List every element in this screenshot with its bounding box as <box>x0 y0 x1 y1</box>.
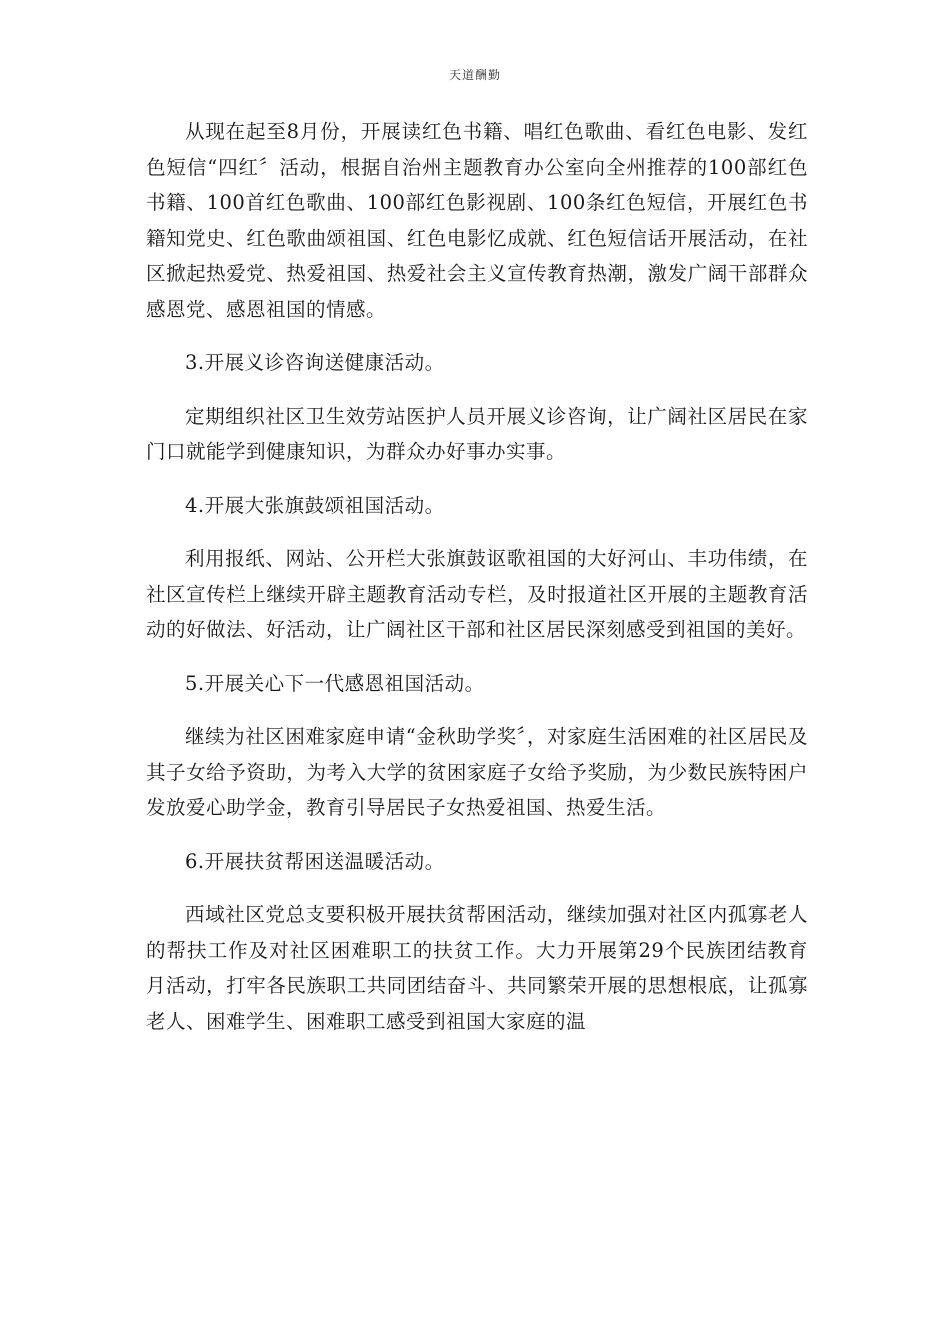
page-header: 天道酬勤 <box>448 68 501 82</box>
section-heading-5: 5.开展关心下一代感恩祖国活动。 <box>185 671 485 695</box>
paragraph-next-generation: 继续为社区困难家庭申请“金秋助学奖〞，对家庭生活困难的社区居民及其子女给予资助，为考入大学的贫困家庭子女给予奖励，为少数民族特困户发放爱心助学金，教育引导居民子女热爱祖国、热爱生活。 <box>146 725 808 819</box>
paragraph-red-activities: 从现在起至8月份，开展读红色书籍、唱红色歌曲、看红色电影、发红色短信“四红〞活动，根据自治州主题教育办公室向全州推荐的100部红色书籍、100首红色歌曲、100部红色影视剧、100条红色短信，开展红色书籍知党史、红色歌曲颂祖国、红色电影忆成就、红色短信话开展活动，在社区掀起热爱党、热爱祖国、热爱社会主义宣传教育热潮，激发广阔干部群众感恩党、感恩祖国的情感。 <box>146 120 808 321</box>
section-heading-3: 3.开展义诊咨询送健康活动。 <box>185 351 445 374</box>
paragraph-publicity: 利用报纸、网站、公开栏大张旗鼓讴歌祖国的大好河山、丰功伟绩，在社区宣传栏上继续开辟主题教育活动专栏，及时报道社区开展的主题教育活动的好做法、好活动，让广阔社区干部和社区居民深刻感受到祖国的美好。 <box>146 547 808 641</box>
document-body <box>146 114 808 1057</box>
paragraph-clinic: 定期组织社区卫生效劳站医护人员开展义诊咨询，让广阔社区居民在家门口就能学到健康知识，为群众办好事办实事。 <box>146 404 808 463</box>
section-heading-6: 6.开展扶贫帮困送温暖活动。 <box>185 849 445 873</box>
section-heading-4: 4.开展大张旗鼓颂祖国活动。 <box>185 493 445 517</box>
paragraph-poverty-relief: 西域社区党总支要积极开展扶贫帮困活动，继续加强对社区内孤寡老人的帮扶工作及对社区困难职工的扶贫工作。大力开展第29个民族团结教育月活动，打牢各民族职工共同团结奋斗、共同繁荣开展的思想根底，让孤寡老人、困难学生、困难职工感受到祖国大家庭的温 <box>146 903 808 1033</box>
